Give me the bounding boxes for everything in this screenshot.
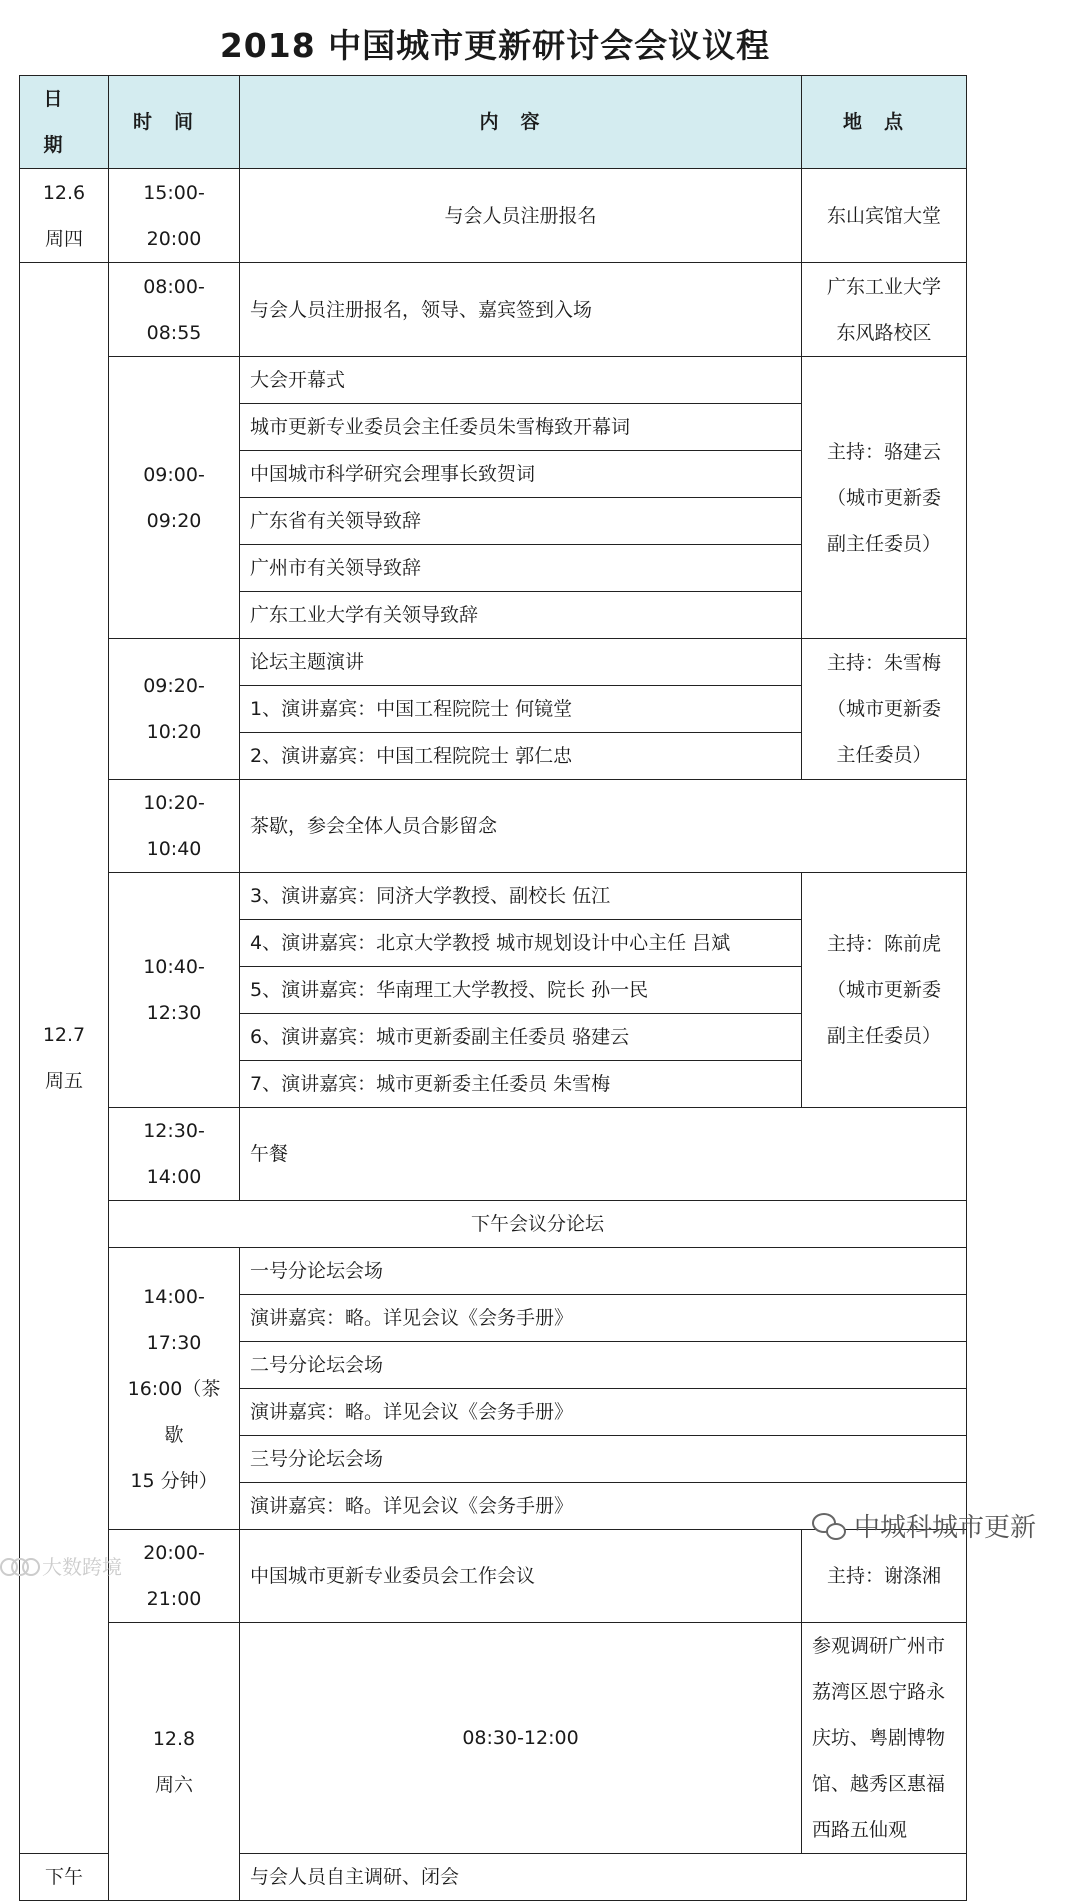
host-cell xyxy=(802,357,967,639)
time-line: 15 分钟） xyxy=(130,1469,218,1492)
content-cell: 论坛主题演讲 xyxy=(240,639,802,686)
host-cell: 主持：谢涤湘 xyxy=(802,1530,967,1623)
content-cell: 2、演讲嘉宾：中国工程院院士 郭仁忠 xyxy=(240,733,802,780)
host-cell xyxy=(802,873,967,1108)
table-row xyxy=(20,1108,967,1201)
table-row xyxy=(20,639,967,686)
time-cell: 10:20-10:40 xyxy=(109,780,240,873)
content-cell: 7、演讲嘉宾：城市更新委主任委员 朱雪梅 xyxy=(240,1061,802,1108)
content-cell: 1、演讲嘉宾：中国工程院院士 何镜堂 xyxy=(240,686,802,733)
table-row xyxy=(20,357,967,404)
wechat-watermark xyxy=(812,1507,1036,1544)
table-row xyxy=(20,169,967,263)
time-cell: 20:00-21:00 xyxy=(109,1530,240,1623)
time-cell: 08:30-12:00 xyxy=(240,1623,802,1854)
content-cell: 演讲嘉宾：略。详见会议《会务手册》 xyxy=(240,1483,967,1530)
weekday-text: 周六 xyxy=(154,1773,193,1796)
table-row xyxy=(20,1248,967,1295)
logo-circles-icon xyxy=(0,1557,38,1575)
header-date: 日期 xyxy=(20,76,109,169)
content-cell: 广州市有关领导致辞 xyxy=(240,545,802,592)
table-row xyxy=(20,1623,967,1854)
time-line: 14:00-17:30 xyxy=(143,1285,205,1354)
content-cell: 演讲嘉宾：略。详见会议《会务手册》 xyxy=(240,1389,967,1436)
header-content: 内容 xyxy=(240,76,802,169)
watermark-text: 中城科城市更新 xyxy=(853,1513,1036,1543)
date-cell xyxy=(109,1623,240,1901)
host-cell xyxy=(802,639,967,780)
content-cell: 三号分论坛会场 xyxy=(240,1436,967,1483)
page-title: 2018 中国城市更新研讨会会议议程 xyxy=(219,26,771,65)
place-cell xyxy=(802,263,967,357)
content-cell: 4、演讲嘉宾：北京大学教授 城市规划设计中心主任 吕斌 xyxy=(240,920,802,967)
content-cell: 大会开幕式 xyxy=(240,357,802,404)
table-row xyxy=(20,263,967,357)
content-cell: 与会人员注册报名，领导、嘉宾签到入场 xyxy=(240,263,802,357)
content-cell: 中国城市更新专业委员会工作会议 xyxy=(240,1530,802,1623)
content-cell: 6、演讲嘉宾：城市更新委副主任委员 骆建云 xyxy=(240,1014,802,1061)
content-cell: 茶歇，参会全体人员合影留念 xyxy=(240,780,967,873)
content-cell: 参观调研广州市荔湾区恩宁路永庆坊、粤剧博物馆、越秀区惠福西路五仙观 xyxy=(802,1623,967,1854)
host-line: （城市更新委 xyxy=(826,979,941,1001)
content-cell: 一号分论坛会场 xyxy=(240,1248,967,1295)
date-cell xyxy=(20,263,109,1854)
table-row xyxy=(20,873,967,920)
host-line: 主持：骆建云 xyxy=(826,440,941,463)
weekday-text: 周四 xyxy=(44,227,83,250)
host-line: 主任委员） xyxy=(836,744,932,766)
time-cell: 08:00-08:55 xyxy=(109,263,240,357)
content-cell: 广东省有关领导致辞 xyxy=(240,498,802,545)
content-cell: 3、演讲嘉宾：同济大学教授、副校长 伍江 xyxy=(240,873,802,920)
content-cell: 二号分论坛会场 xyxy=(240,1342,967,1389)
content-cell: 与会人员注册报名 xyxy=(240,169,802,263)
time-cell: 下午 xyxy=(20,1854,109,1901)
time-cell: 10:40-12:30 xyxy=(109,873,240,1108)
host-line: （城市更新委 xyxy=(826,698,941,720)
weekday-text: 周五 xyxy=(44,1070,83,1092)
date-cell xyxy=(20,169,109,263)
place-line: 东风路校区 xyxy=(836,321,932,344)
content-cell: 5、演讲嘉宾：华南理工大学教授、院长 孙一民 xyxy=(240,967,802,1014)
content-cell: 城市更新专业委员会主任委员朱雪梅致开幕词 xyxy=(240,404,802,451)
header-place: 地点 xyxy=(802,76,967,169)
date-text: 12.6 xyxy=(42,181,86,204)
time-cell: 09:00-09:20 xyxy=(109,357,240,639)
corner-watermark xyxy=(0,1551,122,1580)
time-cell: 12:30-14:00 xyxy=(109,1108,240,1201)
content-cell: 演讲嘉宾：略。详见会议《会务手册》 xyxy=(240,1295,967,1342)
host-line: 主持：朱雪梅 xyxy=(826,652,941,674)
host-line: 副主任委员） xyxy=(826,532,941,555)
time-cell xyxy=(109,1248,240,1530)
table-row xyxy=(20,780,967,873)
host-line: （城市更新委 xyxy=(826,486,941,509)
wechat-icon xyxy=(812,1513,846,1539)
agenda-table xyxy=(19,75,967,1901)
content-cell: 广东工业大学有关领导致辞 xyxy=(240,592,802,639)
table-header-row xyxy=(20,76,967,169)
watermark-text: 大数跨境 xyxy=(42,1555,122,1579)
time-cell: 15:00-20:00 xyxy=(109,169,240,263)
host-line: 主持：陈前虎 xyxy=(826,933,941,955)
host-line: 副主任委员） xyxy=(826,1025,941,1047)
content-cell: 午餐 xyxy=(240,1108,967,1201)
date-text: 12.7 xyxy=(42,1024,86,1046)
table-row xyxy=(20,1201,967,1248)
content-cell: 与会人员自主调研、闭会 xyxy=(240,1854,967,1901)
place-line: 广东工业大学 xyxy=(826,275,941,298)
place-cell: 东山宾馆大堂 xyxy=(802,169,967,263)
time-line: 16:00（茶歇 xyxy=(127,1377,221,1446)
content-cell: 中国城市科学研究会理事长致贺词 xyxy=(240,451,802,498)
header-time: 时间 xyxy=(109,76,240,169)
section-heading: 下午会议分论坛 xyxy=(109,1201,967,1248)
time-cell: 09:20-10:20 xyxy=(109,639,240,780)
date-text: 12.8 xyxy=(152,1727,196,1750)
